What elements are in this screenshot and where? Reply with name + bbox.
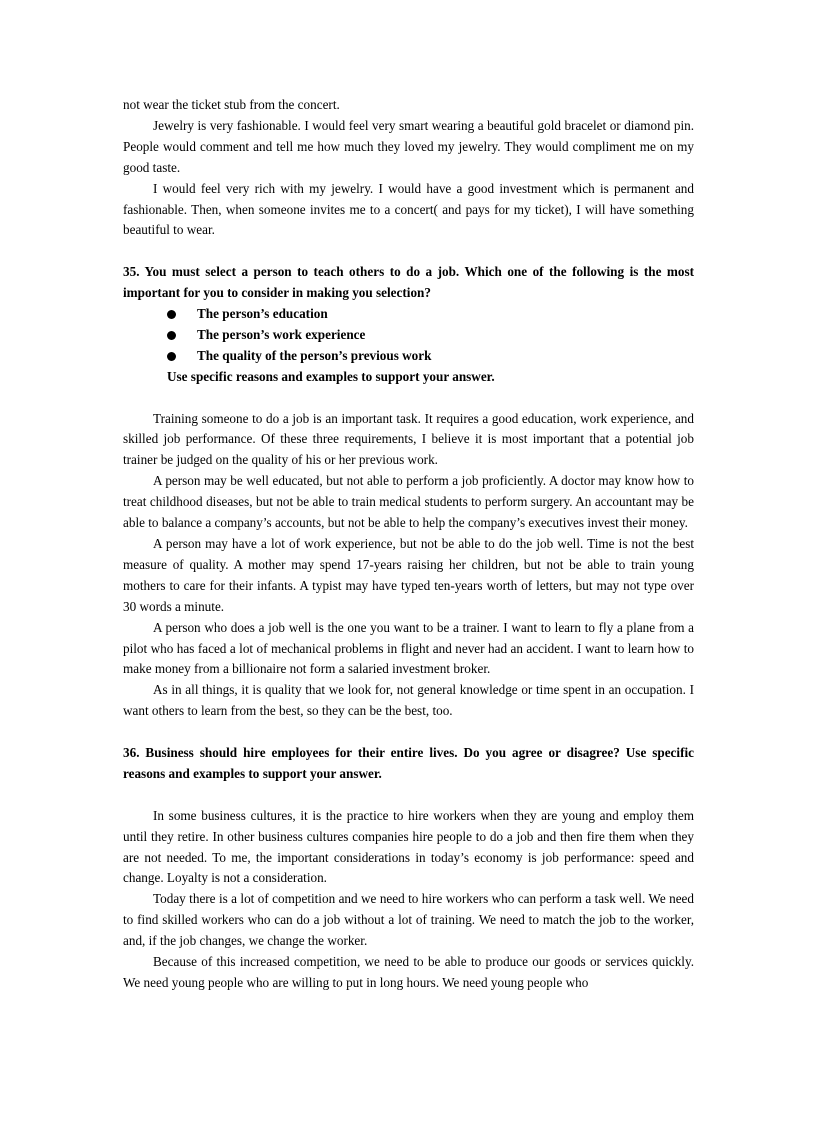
spacer: [123, 785, 694, 806]
bullet-dot-icon: [167, 352, 176, 361]
question-35-options: [123, 304, 694, 367]
answer-35-paragraph: A person who does a job well is the one you want to be a trainer. I want to learn to fly a plane from a pilot who has faced a lot of mechanical problems in flight and never had an accident. I want to learn how to make money from a billionaire not form a salaried investment broker.: [123, 619, 694, 677]
question-35-heading: 35. You must select a person to teach others to do a job. Which one of the following is the most important for you to consider in making you selection?: [123, 264, 694, 301]
answer-35-paragraph: Training someone to do a job is an important task. It requires a good education, work experience, and skilled job performance. Of these three requirements, I believe it is most important that a potential job trainer be judged on the quality of his or her previous work.: [123, 410, 694, 468]
bullet-dot-icon: [167, 331, 176, 340]
intro-paragraph: I would feel very rich with my jewelry. I would have a good investment which is permanent and fashionable. Then, when someone invites me to a concert( and pays for my ticket), I will have something beautiful to wear.: [123, 180, 694, 238]
bullet-label: The person’s education: [197, 306, 328, 322]
answer-35-paragraph: A person may be well educated, but not able to perform a job proficiently. A doctor may know how to treat childhood diseases, but not be able to train medical students to perform surgery. An accountant may be able to balance a company’s accounts, but not be able to help the company’s executives invest their money.: [123, 473, 694, 531]
bullet-label: The quality of the person’s previous work: [197, 347, 432, 363]
document-page: [123, 95, 694, 994]
question-35-instruction: Use specific reasons and examples to support your answer.: [167, 368, 495, 384]
bullet-dot-icon: [167, 310, 176, 319]
bullet-item: [123, 325, 694, 346]
answer-36-paragraph: In some business cultures, it is the practice to hire workers when they are young and employ them until they retire. In other business cultures companies hire people to do a job and then fire them when they are not needed. To me, the important considerations in today’s economy is job performance: speed and change. Loyalty is not a consideration.: [123, 807, 694, 886]
answer-35-paragraph: A person may have a lot of work experience, but not be able to do the job well. Time is not the best measure of quality. A mother may spend 17-years raising her children, but not be able to train young mothers to care for their infants. A typist may have typed ten-years worth of letters, but may not type over 30 words a minute.: [123, 536, 694, 614]
question-36-heading: 36. Business should hire employees for their entire lives. Do you agree or disagree? Use specific reasons and examples to support your answer.: [123, 745, 694, 781]
bullet-item: [123, 304, 694, 325]
intro-paragraph: Jewelry is very fashionable. I would feel very smart wearing a beautiful gold bracelet or diamond pin. People would comment and tell me how much they loved my jewelry. They would compliment me on my good taste.: [123, 117, 694, 175]
spacer: [123, 722, 694, 743]
answer-35-paragraph: As in all things, it is quality that we look for, not general knowledge or time spent in an occupation. I want others to learn from the best, so they can be the best, too.: [123, 682, 694, 719]
spacer: [123, 241, 694, 262]
intro-continuation: not wear the ticket stub from the concert.: [123, 97, 340, 112]
answer-36-paragraph: Because of this increased competition, we need to be able to produce our goods or services quickly. We need young people who are willing to put in long hours. We need young people who: [123, 954, 694, 990]
bullet-item: [123, 346, 694, 367]
answer-36-paragraph: Today there is a lot of competition and we need to hire workers who can perform a task well. We need to find skilled workers who can do a job without a lot of training. We need to match the job to the worker, and, if the job changes, we change the worker.: [123, 891, 694, 949]
spacer: [123, 388, 694, 409]
bullet-label: The person’s work experience: [197, 326, 366, 342]
